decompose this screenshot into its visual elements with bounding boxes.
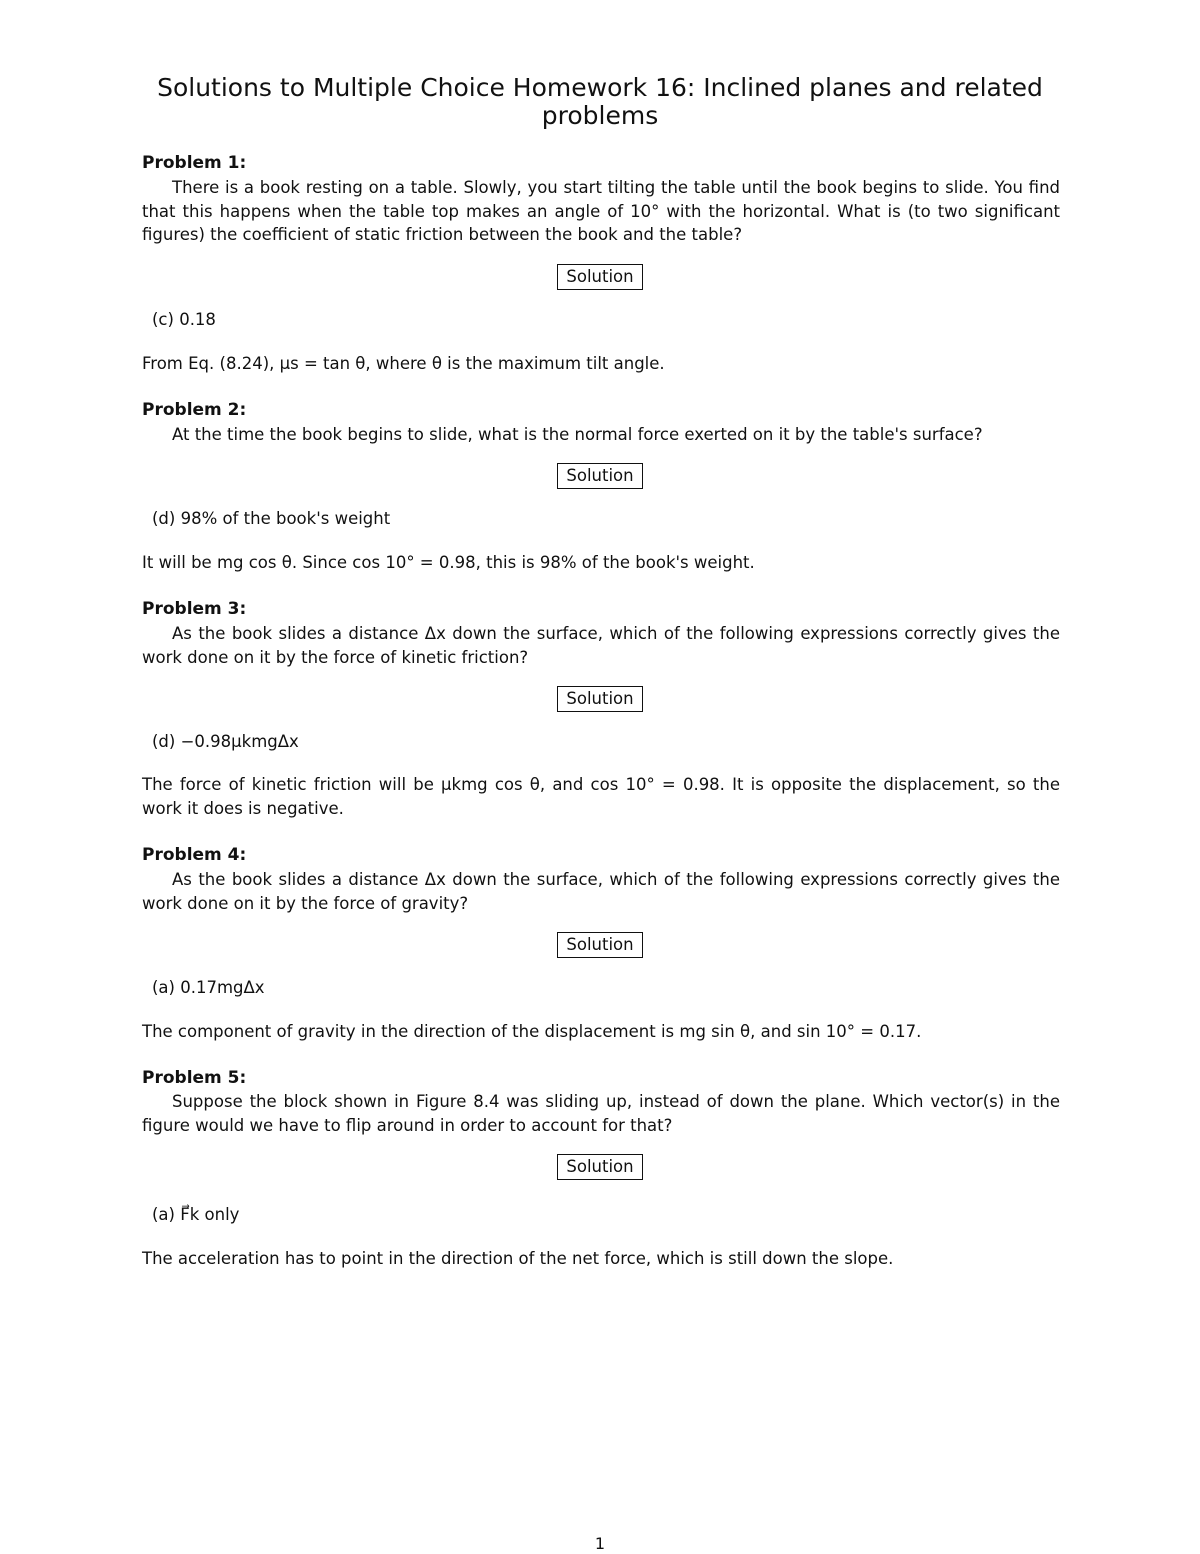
problem-3-answer: (d) −0.98μkmgΔx [152, 732, 299, 751]
problem-5-title: Problem 5: [142, 1068, 247, 1088]
problem-4-title: Problem 4: [142, 845, 247, 865]
problem-3-solution-button[interactable]: Solution [557, 686, 642, 712]
problem-4-answer: (a) 0.17mgΔx [152, 978, 265, 997]
problem-3-question: As the book slides a distance Δx down the surface, which of the following expressions correctly gives the work done on it by the force of kinetic friction? [142, 624, 1060, 667]
problem-5-solution-button[interactable]: Solution [557, 1154, 642, 1180]
problem-5-explanation: The acceleration has to point in the direction of the net force, which is still down the slope. [142, 1249, 894, 1268]
problem-2-solution-button[interactable]: Solution [557, 463, 642, 489]
problem-2-question: At the time the book begins to slide, what is the normal force exerted on it by the table's surface? [172, 425, 983, 444]
problem-1-answer: (c) 0.18 [152, 310, 216, 329]
problem-4-solution-row [0, 932, 1200, 958]
problem-1-title: Problem 1: [142, 153, 247, 173]
problem-4-question: As the book slides a distance Δx down the surface, which of the following expressions correctly gives the work done on it by the force of gravity? [142, 870, 1060, 913]
problem-2-explanation: It will be mg cos θ. Since cos 10° = 0.98, this is 98% of the book's weight. [142, 553, 755, 572]
problem-2-solution-row [0, 463, 1200, 489]
problem-5-question: Suppose the block shown in Figure 8.4 was sliding up, instead of down the plane. Which vector(s) in the figure would we have to flip around in order to account for that? [142, 1092, 1060, 1135]
page-number: 1 [594, 1534, 606, 1553]
problem-1-explanation: From Eq. (8.24), μs = tan θ, where θ is the maximum tilt angle. [142, 354, 665, 373]
problem-1-solution-button[interactable]: Solution [557, 264, 642, 290]
problem-3-solution-row [0, 686, 1200, 712]
problem-3-title: Problem 3: [142, 599, 247, 619]
problem-4-solution-button[interactable]: Solution [557, 932, 642, 958]
page-title: Solutions to Multiple Choice Homework 16: Inclined planes and related problems [157, 73, 1043, 130]
problem-1-solution-row [0, 264, 1200, 290]
problem-4-explanation: The component of gravity in the direction of the displacement is mg sin θ, and sin 10° = 0.17. [142, 1022, 922, 1041]
problem-1-question: There is a book resting on a table. Slowly, you start tilting the table until the book begins to slide. You find that this happens when the table top makes an angle of 10° with the horizontal. What is (to two significant figures) the coefficient of static friction between the book and the table? [142, 178, 1060, 244]
problem-3-explanation: The force of kinetic friction will be μkmg cos θ, and cos 10° = 0.98. It is opposite the displacement, so the work it does is negative. [142, 775, 1060, 818]
problem-5-answer: (a) F⃗k only [152, 1205, 240, 1224]
problem-2-title: Problem 2: [142, 400, 247, 420]
problem-2-answer: (d) 98% of the book's weight [152, 509, 391, 528]
problem-5-solution-row [0, 1154, 1200, 1180]
